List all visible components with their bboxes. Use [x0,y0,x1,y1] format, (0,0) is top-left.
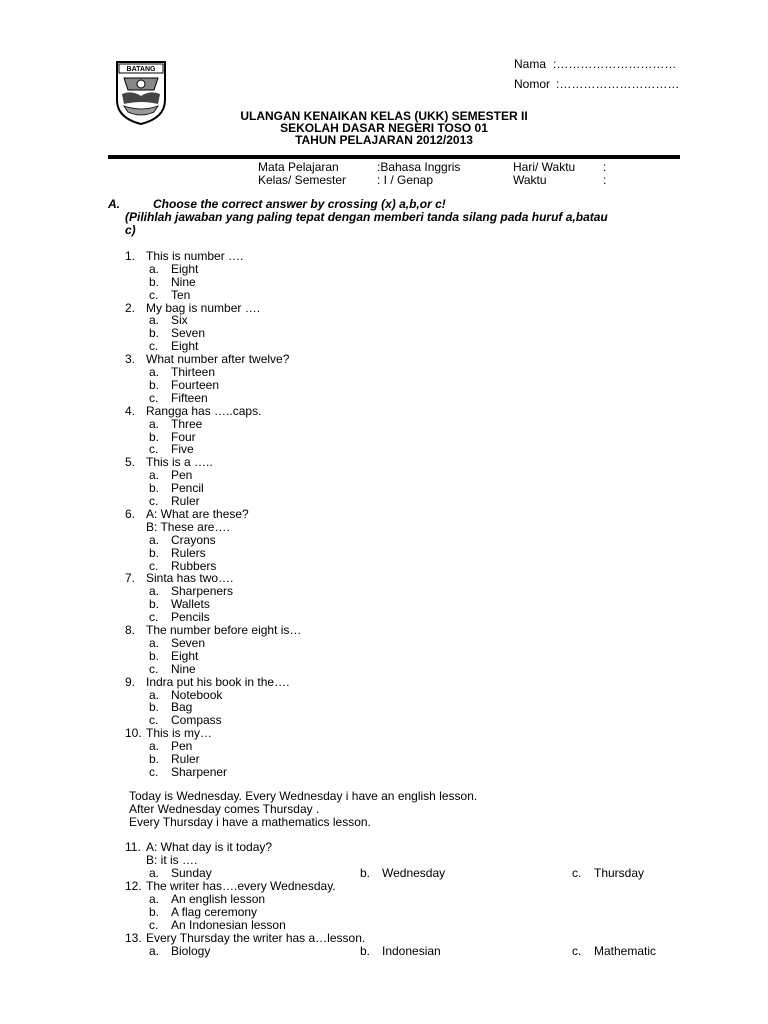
option-text[interactable]: Fifteen [171,391,208,405]
question-number: 4. [125,404,136,418]
option-key[interactable]: b. [149,700,160,714]
exam-title: ULANGAN KENAIKAN KELAS (UKK) SEMESTER II [240,109,528,123]
option-text[interactable]: Six [171,313,188,327]
option-text[interactable]: Bag [171,700,193,714]
option-key[interactable]: a. [149,944,160,958]
option-key[interactable]: b. [149,430,160,444]
option-key[interactable]: b. [149,905,160,919]
question-text: The writer has….every Wednesday. [146,879,336,893]
option-key[interactable]: c. [149,494,159,508]
option-text[interactable]: Biology [171,944,211,958]
question-text: Sinta has two…. [146,571,234,585]
option-text[interactable]: Four [171,430,196,444]
option-text[interactable]: An Indonesian lesson [171,918,286,932]
option-key[interactable]: c. [149,339,159,353]
section-instruction: Choose the correct answer by crossing (x) a,b,or c! [153,197,446,211]
question-text-2: B: it is …. [146,853,198,867]
question-text: Indra put his book in the…. [146,675,290,689]
option-text[interactable]: Seven [171,326,206,340]
option-key[interactable]: a. [149,365,160,379]
option-key[interactable]: b. [360,866,371,880]
option-key[interactable]: b. [149,752,160,766]
nomor-field[interactable]: :………………………… [556,77,680,91]
option-text[interactable]: Pen [171,468,193,482]
option-key[interactable]: b. [149,481,160,495]
option-key[interactable]: a. [149,468,160,482]
option-key[interactable]: b. [149,597,160,611]
option-text[interactable]: Mathematic [594,944,657,958]
option-key[interactable]: b. [360,944,371,958]
option-text[interactable]: Ruler [171,494,200,508]
option-text[interactable]: Rulers [171,546,206,560]
option-key[interactable]: a. [149,866,160,880]
question-number: 10. [125,726,142,740]
option-key[interactable]: a. [149,262,160,276]
option-key[interactable]: b. [149,326,160,340]
option-key[interactable]: c. [572,944,582,958]
section-instruction-id: (Pilihlah jawaban yang paling tepat dengan memberi tanda silang pada huruf a,batau [125,210,608,224]
option-key[interactable]: c. [149,288,159,302]
class-semester-label: Kelas/ Semester [258,173,347,187]
option-key[interactable]: c. [149,391,159,405]
question-text: My bag is number …. [146,301,261,315]
section-instruction-id-cont: c) [125,223,136,237]
question-text: Every Thursday the writer has a…lesson. [146,931,366,945]
option-key[interactable]: c. [572,866,582,880]
academic-year: TAHUN PELAJARAN 2012/2013 [295,133,473,147]
header-divider [108,155,680,159]
option-text[interactable]: Pencil [171,481,204,495]
option-text[interactable]: Wednesday [382,866,446,880]
option-key[interactable]: a. [149,892,160,906]
option-text[interactable]: Compass [171,713,222,727]
question-number: 1. [125,249,136,263]
option-text[interactable]: Sunday [171,866,212,880]
option-key[interactable]: a. [149,584,160,598]
option-key[interactable]: a. [149,417,160,431]
option-key[interactable]: c. [149,713,159,727]
question-text: What number after twelve? [146,352,290,366]
option-text[interactable]: Sharpener [171,765,228,779]
option-text[interactable]: Eight [171,262,199,276]
subject-label: Mata Pelajaran [258,160,339,174]
option-key[interactable]: c. [149,918,159,932]
question-number: 5. [125,455,136,469]
nomor-label: Nomor [514,77,551,91]
option-text[interactable]: Indonesian [382,944,441,958]
option-text[interactable]: Crayons [171,533,216,547]
time-value: : [603,173,607,187]
question-number: 9. [125,675,136,689]
option-key[interactable]: c. [149,662,159,676]
nama-field[interactable]: :………………………… [553,57,677,71]
option-text[interactable]: Eight [171,649,199,663]
school-name: SEKOLAH DASAR NEGERI TOSO 01 [280,121,488,135]
option-text[interactable]: Notebook [171,688,223,702]
option-text[interactable]: Nine [171,275,196,289]
passage-line-2: After Wednesday comes Thursday . [129,802,320,816]
option-key[interactable]: c. [149,442,159,456]
class-semester-value: : I / Genap [377,173,434,187]
option-text[interactable]: Sharpeners [171,584,234,598]
option-key[interactable]: a. [149,533,160,547]
question-number: 13. [125,931,142,945]
subject-value: :Bahasa Inggris [377,160,461,174]
option-text[interactable]: Pencils [171,610,210,624]
option-text[interactable]: Wallets [171,597,210,611]
option-text[interactable]: Ten [171,288,191,302]
option-key[interactable]: a. [149,636,160,650]
question-text: A: What are these? [146,507,249,521]
question-text: This is my… [146,726,212,740]
option-key[interactable]: c. [149,559,159,573]
logo-text: BATANG [126,66,156,73]
option-text[interactable]: Three [171,417,203,431]
nama-label: Nama [514,57,547,71]
option-key[interactable]: b. [149,378,160,392]
option-key[interactable]: b. [149,546,160,560]
question-text: The number before eight is… [146,623,302,637]
question-text: Rangga has …..caps. [146,404,262,418]
question-number: 11. [125,840,141,854]
option-text[interactable]: Pen [171,739,193,753]
option-text[interactable]: A flag ceremony [171,905,258,919]
option-text[interactable]: Rubbers [171,559,217,573]
option-text[interactable]: Thursday [594,866,645,880]
option-text[interactable]: Five [171,442,194,456]
option-key[interactable]: c. [149,765,159,779]
section-letter: A. [108,197,120,211]
question-number: 3. [125,352,136,366]
day-time-value: : [603,160,607,174]
question-number: 12. [125,879,142,893]
day-time-label: Hari/ Waktu [513,160,576,174]
option-text[interactable]: Fourteen [171,378,220,392]
question-number: 7. [125,571,136,585]
option-text[interactable]: Thirteen [171,365,216,379]
question-text: This is number …. [146,249,244,263]
option-text[interactable]: Seven [171,636,206,650]
option-text[interactable]: An english lesson [171,892,266,906]
question-text: This is a ….. [146,455,213,469]
option-key[interactable]: a. [149,313,160,327]
option-text[interactable]: Eight [171,339,199,353]
option-key[interactable]: b. [149,649,160,663]
passage-line-3: Every Thursday i have a mathematics lesson. [129,815,371,829]
question-number: 8. [125,623,136,637]
question-number: 6. [125,507,136,521]
question-number: 2. [125,301,136,315]
option-key[interactable]: b. [149,275,160,289]
question-text-2: B: These are…. [146,520,230,534]
option-text[interactable]: Ruler [171,752,200,766]
question-text: A: What day is it today? [146,840,273,854]
option-key[interactable]: a. [149,739,160,753]
option-key[interactable]: a. [149,688,160,702]
passage-line-1: Today is Wednesday. Every Wednesday i have an english lesson. [129,789,478,803]
option-text[interactable]: Nine [171,662,196,676]
time-label: Waktu [513,173,547,187]
option-key[interactable]: c. [149,610,159,624]
